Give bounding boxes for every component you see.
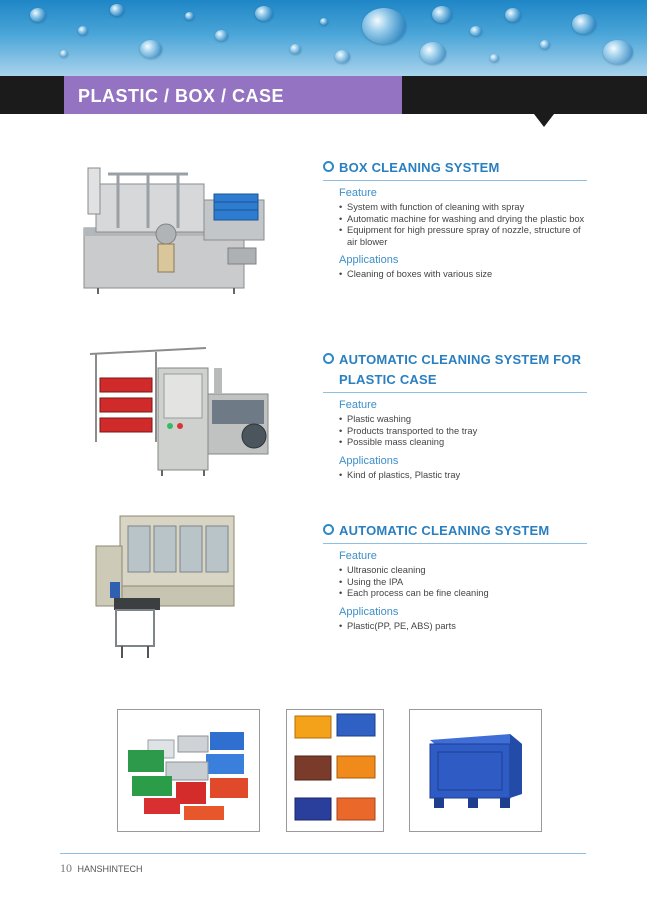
section-title-line-2: PLASTIC CASE — [339, 372, 437, 387]
applications-heading: Applications — [339, 254, 399, 266]
section-header — [323, 521, 587, 541]
feature-heading: Feature — [339, 550, 377, 562]
list-item: • Each process can be fine cleaning — [339, 588, 587, 600]
footer-divider — [60, 853, 586, 854]
feature-heading: Feature — [339, 187, 377, 199]
list-item: • Ultrasonic cleaning — [339, 565, 587, 577]
section-automatic-cleaning-system-for-plastic-case — [323, 350, 587, 481]
applications-list — [339, 269, 587, 281]
pallets-thumbnail — [286, 709, 384, 832]
section-title: AUTOMATIC CLEANING SYSTEM — [339, 523, 550, 538]
list-item: • Kind of plastics, Plastic tray — [339, 470, 587, 482]
page-title: PLASTIC / BOX / CASE — [64, 76, 402, 114]
list-item: • Cleaning of boxes with various size — [339, 269, 587, 281]
section-divider — [323, 180, 587, 181]
box-cleaning-machine-image — [78, 164, 276, 296]
company-name: HANSHINTECH — [77, 864, 143, 874]
section-divider — [323, 392, 587, 393]
applications-list — [339, 470, 587, 482]
automatic-cleaning-machine-image — [92, 512, 240, 662]
applications-list — [339, 621, 587, 633]
footer — [60, 861, 143, 876]
section-title-line-1: AUTOMATIC CLEANING SYSTEM FOR — [339, 352, 582, 367]
header-notch — [534, 114, 554, 127]
circle-bullet-icon — [323, 524, 334, 535]
circle-bullet-icon — [323, 161, 334, 172]
feature-list — [339, 202, 587, 248]
list-item: • Using the IPA — [339, 577, 587, 589]
list-item: • Equipment for high pressure spray of nozzle, structure of air blower — [339, 225, 587, 248]
list-item: • Possible mass cleaning — [339, 437, 587, 449]
section-title: BOX CLEANING SYSTEM — [339, 160, 500, 175]
header-water-banner — [0, 0, 647, 76]
feature-list — [339, 565, 587, 600]
plastic-case-cleaning-machine-image — [86, 344, 272, 478]
list-item: • Plastic washing — [339, 414, 587, 426]
bulk-container-thumbnail — [409, 709, 542, 832]
list-item: • Products transported to the tray — [339, 426, 587, 438]
plastic-crates-thumbnail — [117, 709, 260, 832]
section-box-cleaning-system — [323, 158, 587, 281]
section-divider — [323, 543, 587, 544]
applications-heading: Applications — [339, 454, 399, 467]
feature-heading: Feature — [339, 399, 377, 411]
list-item: • Plastic(PP, PE, ABS) parts — [339, 621, 587, 633]
circle-bullet-icon — [323, 353, 334, 364]
list-item: • Automatic machine for washing and drying the plastic box — [339, 214, 587, 226]
section-automatic-cleaning-system — [323, 521, 587, 632]
feature-list — [339, 414, 587, 449]
page-number: 10 — [60, 861, 72, 875]
applications-heading: Applications — [339, 605, 399, 618]
list-item: • System with function of cleaning with spray — [339, 202, 587, 214]
section-header — [323, 350, 587, 390]
section-header — [323, 158, 587, 178]
